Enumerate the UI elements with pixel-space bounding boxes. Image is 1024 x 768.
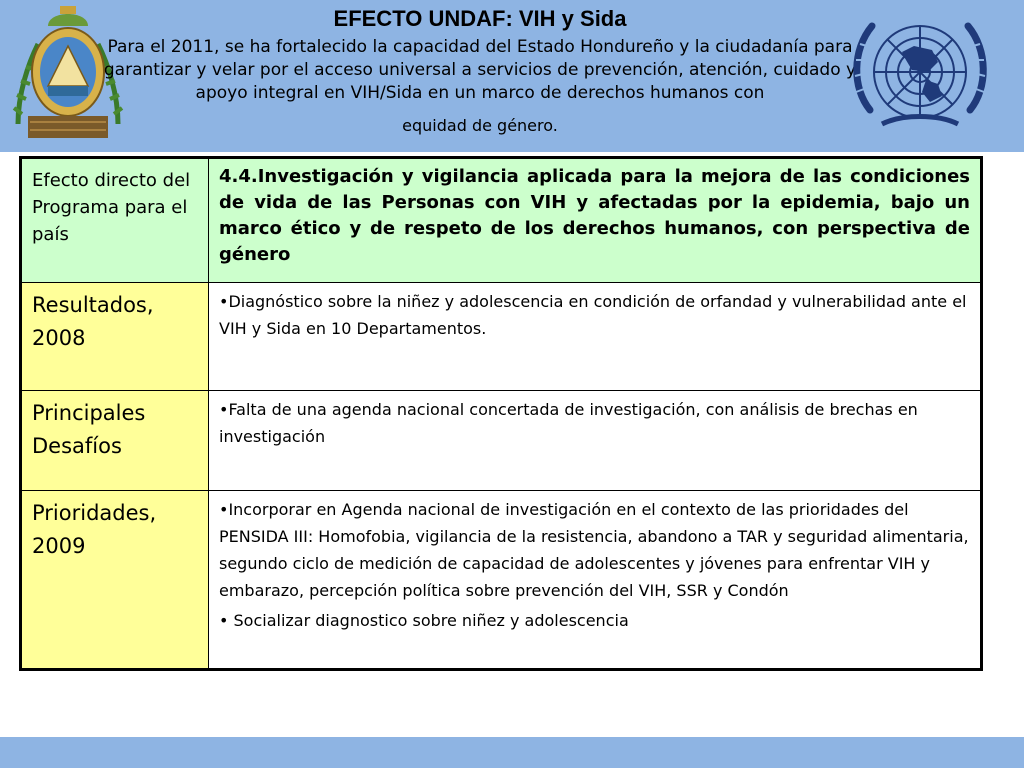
row-content [209,283,982,391]
row-label: Principales Desafíos [21,391,209,491]
row-content [209,391,982,491]
table-row [21,158,982,283]
row-label: Prioridades, 2009 [21,491,209,670]
subtitle-end: equidad de género. [402,116,558,135]
row-content [209,158,982,283]
header-band [0,0,1024,152]
bullet-item: •Incorporar en Agenda nacional de investigación en el contexto de las prioridades del PENSIDA III: Homofobia, vigilancia de la resistencia, abandono a TAR y seguridad alimentaria, segundo ciclo de medición de capacidad de adolescentes y jóvenes para enfrentar VIH y embarazo, percepción política sobre prevención del VIH, SSR y Condón [219,500,969,600]
subtitle-main: Para el 2011, se ha fortalecido la capacidad del Estado Hondureño y la ciudadanía para garantizar y velar por el acceso universal a servicios de prevención, atención, cuidado y apoyo integral en VIH/Sida en un marco de derechos humanos con [103,37,857,103]
page-subtitle [95,36,865,137]
bullet-item: •Diagnóstico sobre la niñez y adolescencia en condición de orfandad y vulnerabilidad ante el VIH y Sida en 10 Departamentos. [219,292,967,338]
program-outcome-text: 4.4.Investigación y vigilancia aplicada para la mejora de las condiciones de vida de las Personas con VIH y afectadas por la epidemia, bajo un marco ético y de respeto de los derechos humanos, con perspectiva de género [219,166,970,265]
table-row [21,283,982,391]
table-row [21,391,982,491]
bullet-item: •Falta de una agenda nacional concertada de investigación, con análisis de brechas en investigación [219,400,918,446]
undaf-results-table [19,156,983,671]
row-label: Resultados, 2008 [21,283,209,391]
un-emblem-icon [842,6,998,146]
page-title: EFECTO UNDAF: VIH y Sida [333,6,627,31]
row-label: Efecto directo del Programa para el país [21,158,209,283]
row-content [209,491,982,670]
table-row [21,491,982,670]
bullet-item: • Socializar diagnostico sobre niñez y adolescencia [219,611,629,630]
footer-band [0,737,1024,768]
